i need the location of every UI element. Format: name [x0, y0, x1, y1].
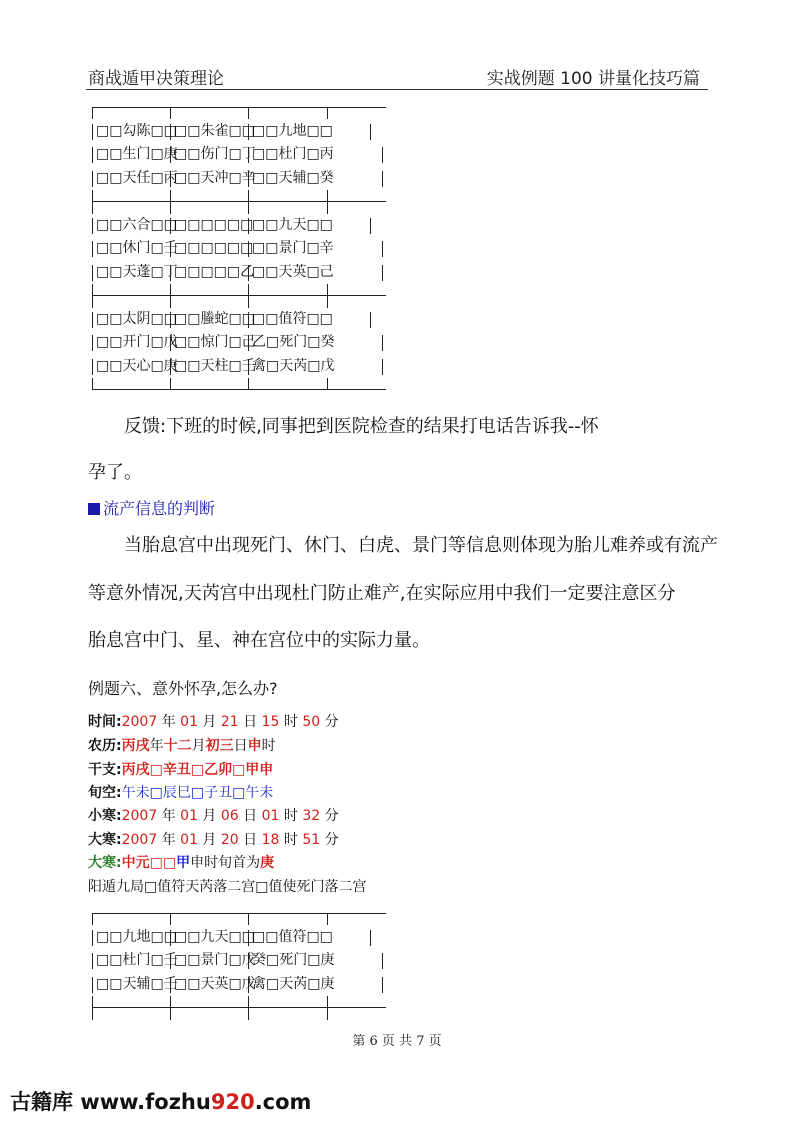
dahan-hour: 18: [261, 832, 280, 848]
chart-border-bottom: [90, 378, 386, 402]
dun-line: 阳遁九局□值符天芮落二宫□值使死门落二宫: [88, 879, 367, 895]
yuan-label: 大寒:: [88, 855, 122, 871]
chart-cell: □□勾陈□□: [96, 122, 177, 139]
chart-row: [90, 167, 386, 191]
xiaohan-minute: 32: [302, 808, 321, 824]
chart-cell: 癸□死门□庚: [252, 952, 335, 968]
chart-row: [90, 143, 386, 167]
unit: 年: [157, 808, 181, 824]
chart-row: [90, 261, 386, 285]
chart-cell: □□□□□□: [174, 240, 254, 256]
unit: 年: [157, 714, 181, 730]
page-number: 第 6 页 共 7 页: [352, 1034, 442, 1049]
xiaohan-line: [88, 805, 339, 825]
unit: 月: [191, 738, 206, 754]
xunshou-stem: 甲: [176, 855, 191, 871]
dahan-label: 大寒:: [88, 832, 122, 848]
unit: 年: [149, 738, 164, 754]
xunkong-line: [88, 782, 273, 802]
yuan-value: 中元□□: [121, 855, 177, 871]
xiaohan-label: 小寒:: [88, 808, 122, 824]
lunar-label: 农历:: [88, 738, 122, 754]
unit: 分: [320, 808, 339, 824]
header-title-left: 商战遁甲决策理论: [88, 69, 224, 89]
chart-cell: □□□□□□: [174, 216, 254, 233]
chart-cell: □□天辅□癸: [252, 169, 334, 186]
unit: 时: [279, 808, 303, 824]
qimen-chart-2: [90, 902, 386, 1020]
unit: 时: [261, 738, 276, 754]
chart-row: [90, 355, 386, 379]
time-minute: 50: [302, 714, 321, 730]
unit: 年: [157, 832, 181, 848]
chart-cell: □□六合□□: [96, 216, 177, 233]
feedback-line-2: 孕了。: [88, 462, 142, 483]
unit: 日: [233, 738, 248, 754]
chart-cell: □□杜门□丙: [252, 146, 334, 162]
chart-cell: □□天蓬□丁: [96, 263, 178, 280]
body-line-1: 当胎息宫中出现死门、休门、白虎、景门等信息则体现为胎儿难养或有流产: [124, 535, 718, 556]
ganzhi-line: [88, 759, 273, 779]
section-heading: [88, 496, 215, 519]
chart-cell: □□景门□辛: [252, 240, 334, 256]
watermark-text: 古籍库 www.fozhu: [10, 1090, 211, 1114]
chart-cell: □□值符□□: [252, 928, 333, 945]
chart-cell: □□天任□丙: [96, 169, 178, 186]
chart-cell: □□九天□□: [174, 928, 255, 945]
chart-cell: □□天心□庚: [96, 357, 178, 374]
chart-cell: 乙□死门□癸: [252, 334, 335, 350]
unit: 日: [238, 808, 262, 824]
lunar-hour: 申: [247, 738, 262, 754]
dahan-year: 2007: [121, 832, 158, 848]
lunar-line: [88, 735, 276, 755]
section-heading-text: 流产信息的判断: [103, 499, 216, 518]
qimen-chart-1: [90, 96, 386, 402]
chart-cell: □□值符□□: [252, 310, 333, 327]
ganzhi-label: 干支:: [88, 762, 122, 778]
time-hour: 15: [261, 714, 280, 730]
chart-cell: □□天英□戊: [174, 975, 256, 992]
site-watermark: [10, 1086, 311, 1116]
chart-border-top: [90, 96, 386, 120]
lunar-year: 丙戌: [121, 738, 150, 754]
xiaohan-year: 2007: [121, 808, 158, 824]
chart-row: [90, 237, 386, 261]
chart-row: [90, 926, 386, 950]
chart-row: [90, 331, 386, 355]
chart-cell: □□朱雀□□: [174, 122, 255, 139]
header-title-right: 实战例题 100 讲量化技巧篇: [486, 69, 700, 89]
chart-cell: □□太阴□□: [96, 310, 177, 327]
chart-cell: □□螣蛇□□: [174, 310, 255, 327]
chart-row: [90, 949, 386, 973]
time-label: 时间:: [88, 714, 122, 730]
dahan-line: [88, 829, 339, 849]
unit: 日: [238, 832, 262, 848]
unit: 月: [197, 808, 221, 824]
chart-border-top: [90, 902, 386, 926]
chart-divider: [90, 996, 386, 1020]
watermark-number: 920: [210, 1090, 255, 1114]
chart-cell: □□天辅□壬: [96, 975, 178, 992]
chart-cell: □□天冲□辛: [174, 169, 256, 186]
unit: 分: [320, 714, 339, 730]
dahan-day: 20: [220, 832, 239, 848]
time-month: 01: [180, 714, 198, 730]
chart-cell: □□九地□□: [252, 122, 333, 139]
square-bullet-icon: [88, 503, 100, 515]
unit: 分: [320, 832, 339, 848]
chart-cell: □□伤门□丁: [174, 146, 256, 162]
dahan-minute: 51: [302, 832, 321, 848]
body-line-3: 胎息宫中门、星、神在宫位中的实际力量。: [88, 630, 430, 651]
lunar-day: 初三: [205, 738, 234, 754]
time-year: 2007: [121, 714, 158, 730]
chart-divider: [90, 190, 386, 214]
yuan-line: [88, 852, 274, 872]
chart-cell: □□生门□庚: [96, 146, 178, 162]
chart-cell: □□□□□乙: [174, 263, 255, 280]
body-line-2: 等意外情况,天芮宫中出现杜门防止难产,在实际应用中我们一定要注意区分: [88, 583, 676, 604]
lunar-month: 十二: [163, 738, 192, 754]
xunshou-text: 申时旬首为: [190, 855, 261, 871]
chart-cell: □□九天□□: [252, 216, 333, 233]
chart-cell: 禽□天芮□庚: [252, 975, 335, 992]
dahan-month: 01: [180, 832, 198, 848]
xiaohan-day: 06: [220, 808, 239, 824]
chart-cell: □□天英□己: [252, 263, 334, 280]
xiaohan-month: 01: [180, 808, 198, 824]
time-day: 21: [220, 714, 239, 730]
example-title: 例题六、意外怀孕,怎么办?: [88, 679, 278, 698]
chart-cell: □□杜门□壬: [96, 952, 178, 968]
unit: 日: [238, 714, 262, 730]
chart-cell: □□天柱□壬: [174, 357, 256, 374]
ganzhi-value: 丙戌□辛丑□乙卯□甲申: [121, 762, 274, 778]
xunkong-label: 旬空:: [88, 785, 122, 801]
chart-row: [90, 214, 386, 238]
unit: 月: [197, 832, 221, 848]
chart-cell: □□景门□戊: [174, 952, 256, 968]
time-line: [88, 711, 339, 731]
chart-row: [90, 973, 386, 997]
chart-row: [90, 120, 386, 144]
chart-cell: □□惊门□己: [174, 334, 256, 350]
chart-cell: □□休门□壬: [96, 240, 178, 256]
chart-divider: [90, 284, 386, 308]
xunkong-value: 午未□辰巳□子丑□午未: [121, 785, 274, 801]
watermark-domain: .com: [254, 1090, 312, 1114]
unit: 月: [197, 714, 221, 730]
header-divider: [86, 89, 708, 90]
chart-cell: □□九地□□: [96, 928, 177, 945]
chart-cell: 禽□天芮□戊: [252, 357, 335, 374]
feedback-line-1: 反馈:下班的时候,同事把到医院检查的结果打电话告诉我--怀: [124, 416, 599, 437]
xunshou-value: 庚: [260, 855, 275, 871]
unit: 时: [279, 714, 303, 730]
unit: 时: [279, 832, 303, 848]
chart-cell: □□开门□戊: [96, 334, 178, 350]
chart-row: [90, 308, 386, 332]
xiaohan-hour: 01: [261, 808, 280, 824]
